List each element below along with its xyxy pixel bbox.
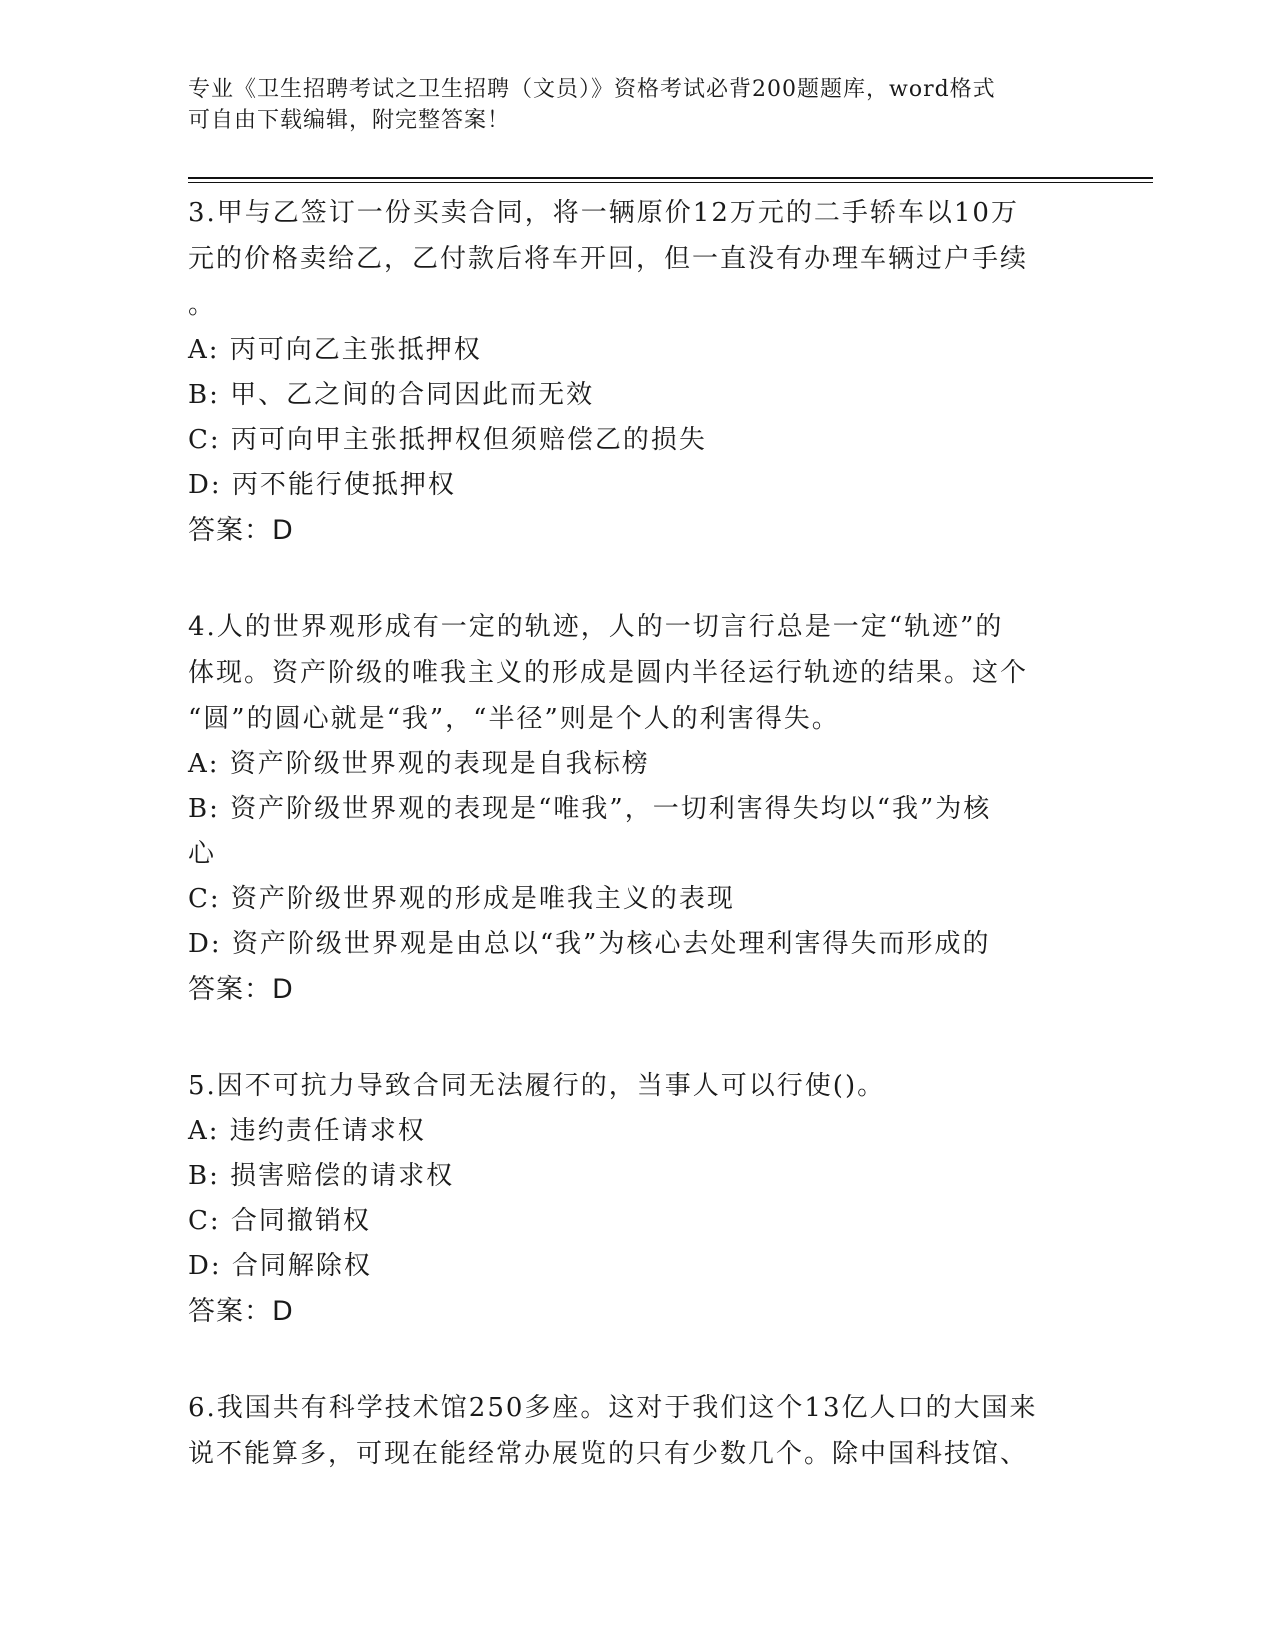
option-b: B: 资产阶级世界观的表现是“唯我”，一切利害得失均以“我”为核 [188,794,992,824]
question-item [188,604,1088,1013]
option-b: B: 损害赔偿的请求权 [188,1161,455,1191]
option-a: A: 资产阶级世界观的表现是自我标榜 [188,749,650,779]
question-item [188,190,1088,554]
question-stem-line: 体现。资产阶级的唯我主义的形成是圆内半径运行轨迹的结果。这个 [188,658,1029,688]
option-b: B: 甲、乙之间的合同因此而无效 [188,380,595,410]
answer-label: 答案：D [188,974,294,1005]
option-d: D: 资产阶级世界观是由总以“我”为核心去处理利害得失而形成的 [188,929,991,959]
answer-label: 答案：D [188,515,294,546]
question-stem-line: 元的价格卖给乙，乙付款后将车开回，但一直没有办理车辆过户手续 [188,244,1029,274]
option-d: D: 丙不能行使抵押权 [188,470,456,500]
option-a: A: 违约责任请求权 [188,1116,426,1146]
header-line-2: 可自由下载编辑，附完整答案！ [188,108,511,133]
question-stem-line: 说不能算多，可现在能经常办展览的只有少数几个。除中国科技馆、 [188,1439,1029,1469]
option-a: A: 丙可向乙主张抵押权 [188,335,482,365]
option-d: D: 合同解除权 [188,1251,372,1281]
question-item [188,1385,1088,1477]
option-c: C: 合同撤销权 [188,1206,371,1236]
question-stem-line: 6.我国共有科学技术馆250多座。这对于我们这个13亿人口的大国来 [188,1393,1038,1423]
header-line-1: 专业《卫生招聘考试之卫生招聘（文员）》资格考试必背200题题库，word格式 [188,77,996,102]
option-c: C: 丙可向甲主张抵押权但须赔偿乙的损失 [188,425,707,455]
answer-label: 答案：D [188,1296,294,1327]
question-stem-line: 3.甲与乙签订一份买卖合同，将一辆原价12万元的二手轿车以10万 [188,198,1019,228]
question-item [188,1063,1088,1335]
question-stem-line: 。 [188,290,217,320]
question-list [188,190,1088,1527]
question-stem-line: 4.人的世界观形成有一定的轨迹，人的一切言行总是一定“轨迹”的 [188,612,1004,642]
question-stem-line: “圆”的圆心就是“我”，“半径”则是个人的利害得失。 [188,704,840,734]
option-c: C: 资产阶级世界观的形成是唯我主义的表现 [188,884,735,914]
document-header [188,74,1088,136]
header-rule-thick [188,177,1153,179]
header-rule-thin [188,182,1153,183]
question-stem-line: 5.因不可抗力导致合同无法履行的，当事人可以行使()。 [188,1071,886,1101]
option-b-continued: 心 [188,839,217,869]
